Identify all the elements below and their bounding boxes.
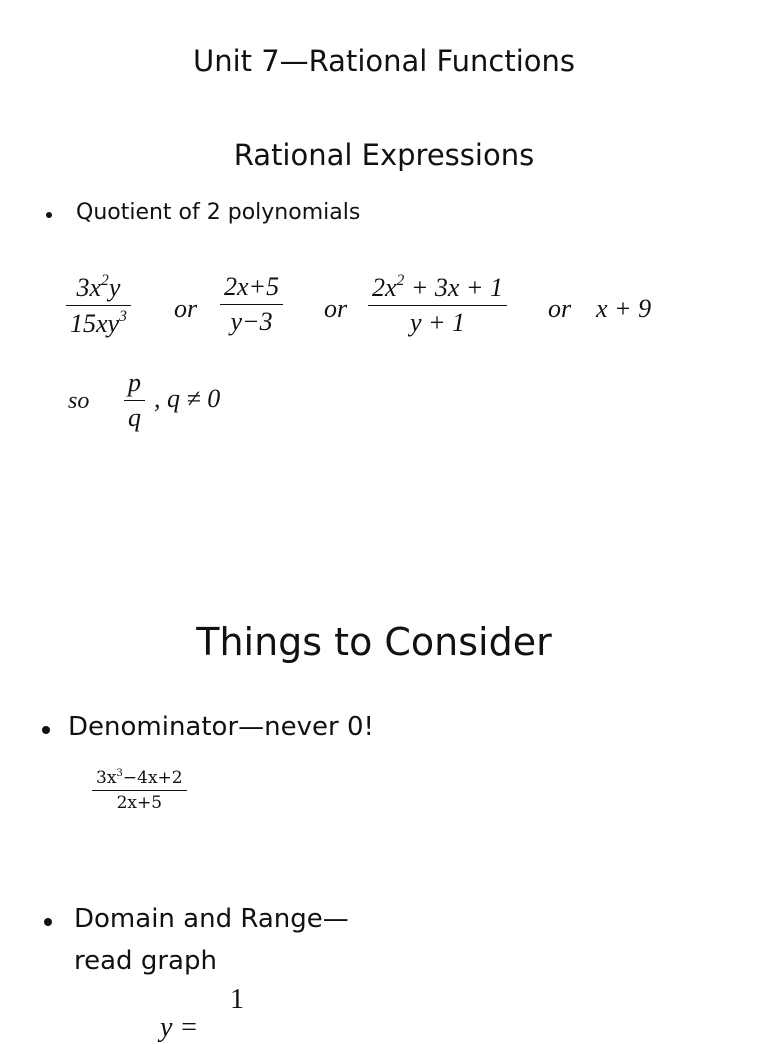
expr-quadratic-over-y1: $2x^2 + 3x + 1$ y + 1 bbox=[368, 272, 507, 338]
partial-numerator-1: 1 bbox=[230, 984, 244, 1015]
expr-2x5-over-y3: 2x+5 y−3 bbox=[220, 272, 283, 337]
so-label: so bbox=[68, 388, 90, 414]
or-label-1: or bbox=[174, 294, 198, 323]
or-label-2: or bbox=[324, 294, 348, 323]
q-not-zero: , q ≠ 0 bbox=[154, 384, 221, 413]
slide2-title: Things to Consider bbox=[196, 620, 552, 664]
bullet-domain-range-line2: read graph bbox=[74, 946, 217, 976]
expr-x-plus-9: x + 9 bbox=[596, 294, 652, 323]
bullet-denominator: Denominator—never 0! bbox=[68, 712, 374, 742]
partial-y-equals: y = bbox=[160, 1012, 199, 1043]
slide1-title: Unit 7—Rational Functions bbox=[192, 44, 576, 78]
expr-3x2y-over-15xy3: $3x^2y$ $15xy^3$ bbox=[66, 272, 131, 339]
or-label-3: or bbox=[548, 294, 572, 323]
bullet-marker bbox=[42, 726, 50, 734]
bullet-marker bbox=[44, 918, 52, 926]
expr-p-over-q: p q bbox=[124, 368, 145, 433]
bullet-marker bbox=[46, 212, 52, 218]
bullet-domain-range-line1: Domain and Range— bbox=[74, 904, 349, 934]
slide1-subtitle: Rational Expressions bbox=[233, 138, 535, 172]
bullet-quotient: Quotient of 2 polynomials bbox=[76, 200, 361, 225]
expr-cubic-over-2x5: $3x^3-4x+2$ 2x+5 bbox=[92, 768, 187, 813]
